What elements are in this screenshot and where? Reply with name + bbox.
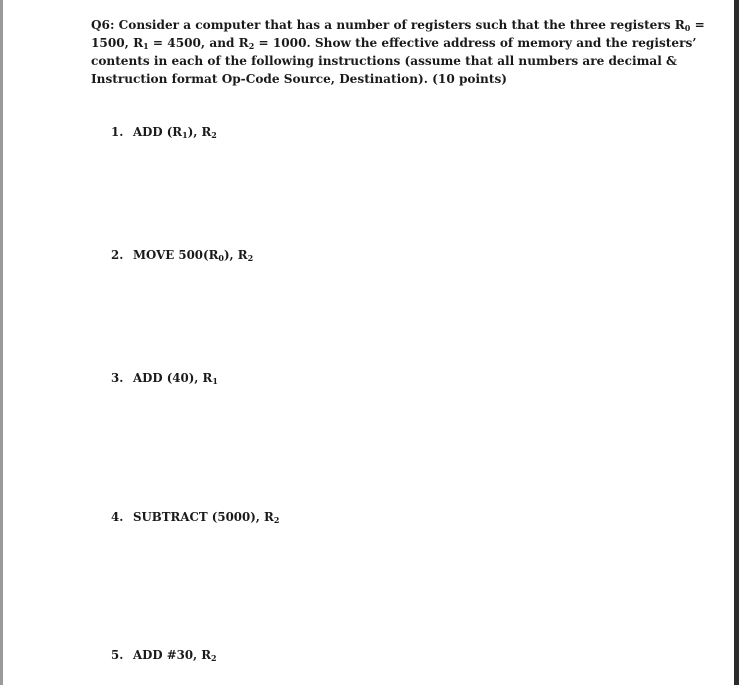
question-line-1 bbox=[91, 16, 705, 34]
question-line-1-text: Q6: Consider a computer that has a number of registers such that the three registers R bbox=[91, 18, 685, 32]
question-line-2 bbox=[91, 34, 697, 52]
item-text-a: ADD (40), R bbox=[133, 371, 213, 385]
page-edge-left bbox=[0, 0, 3, 685]
subscript: 1 bbox=[143, 41, 149, 51]
item-number: 3. bbox=[111, 371, 124, 385]
page-edge-right bbox=[734, 0, 739, 685]
instruction-item-1 bbox=[111, 125, 217, 139]
item-text-a: MOVE 500(R bbox=[133, 248, 219, 262]
instruction-item-4 bbox=[111, 510, 279, 524]
item-text-a: ADD #30, R bbox=[133, 648, 212, 662]
subscript: 1 bbox=[182, 130, 188, 140]
question-line-2-text-a: 1500, R bbox=[91, 36, 144, 50]
subscript: 2 bbox=[247, 253, 254, 263]
item-number: 2. bbox=[111, 248, 124, 262]
item-number: 4. bbox=[111, 510, 124, 524]
question-line-1-tail: = bbox=[690, 18, 705, 32]
item-text-a: ADD (R bbox=[133, 125, 183, 139]
subscript: 2 bbox=[248, 41, 255, 51]
instruction-item-3 bbox=[111, 371, 218, 385]
question-line-2-text-c: = 1000. Show the effective address of memory and the registers’ bbox=[254, 36, 697, 50]
subscript: 2 bbox=[211, 130, 217, 140]
question-line-3: contents in each of the following instructions (assume that all numbers are decimal & bbox=[91, 54, 677, 68]
item-number: 5. bbox=[111, 648, 124, 662]
question-line-4: Instruction format Op-Code Source, Destination). (10 points) bbox=[91, 72, 507, 86]
subscript: 0 bbox=[684, 23, 691, 33]
item-text-a: SUBTRACT (5000), R bbox=[133, 510, 274, 524]
subscript: 0 bbox=[218, 253, 224, 263]
subscript: 2 bbox=[211, 653, 217, 663]
question-line-2-text-b: = 4500, and R bbox=[148, 36, 249, 50]
item-text-b: ), R bbox=[223, 248, 248, 262]
question-text bbox=[91, 16, 705, 88]
item-number: 1. bbox=[111, 125, 124, 139]
instruction-item-5 bbox=[111, 648, 217, 662]
subscript: 2 bbox=[273, 515, 280, 525]
item-text-b: ), R bbox=[187, 125, 212, 139]
instruction-item-2 bbox=[111, 248, 253, 262]
subscript: 1 bbox=[212, 376, 218, 386]
